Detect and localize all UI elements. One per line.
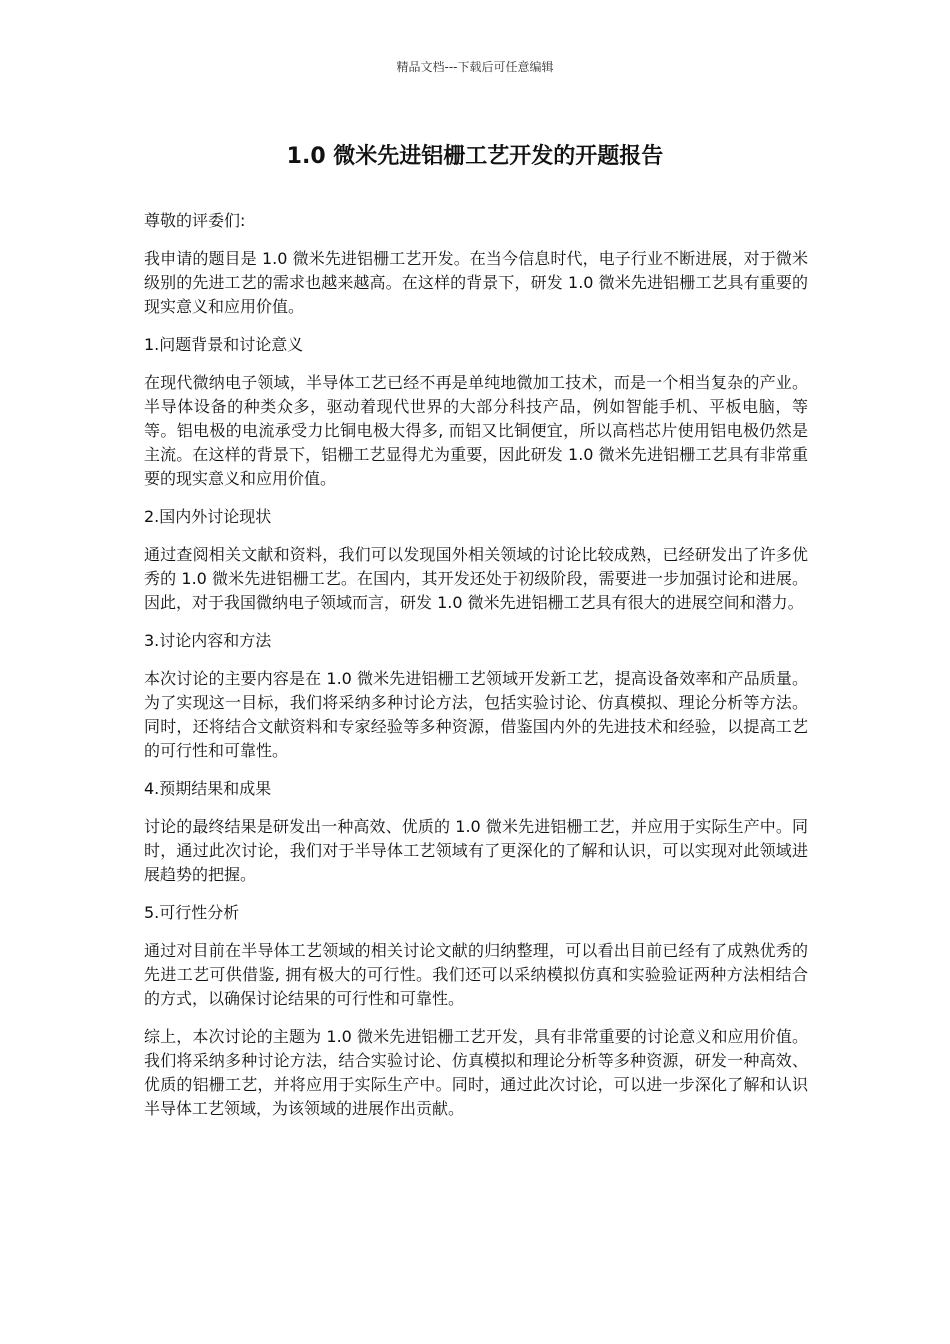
section-heading-results: 4.预期结果和成果 xyxy=(144,779,272,798)
section-heading-background: 1.问题背景和讨论意义 xyxy=(144,335,304,354)
section-body-feasibility: 通过对目前在半导体工艺领域的相关讨论文献的归纳整理，可以看出目前已经有了成熟优秀的先进工艺可供借鉴, 拥有极大的可行性。我们还可以采纳模拟仿真和实验验证两种方法相结合的方式，以确保讨论结果的可行性和可靠性。 xyxy=(144,941,808,1008)
header-note: 精品文档---下载后可任意编辑 xyxy=(396,60,554,74)
conclusion-paragraph: 综上，本次讨论的主题为 1.0 微米先进铝栅工艺开发，具有非常重要的讨论意义和应用价值。我们将采纳多种讨论方法，结合实验讨论、仿真模拟和理论分析等多种资源，研发一种高效、优质的铝栅工艺，并将应用于实际生产中。同时，通过此次讨论，可以进一步深化了解和认识半导体工艺领域，为该领域的进展作出贡献。 xyxy=(144,1027,808,1118)
intro-paragraph: 我申请的题目是 1.0 微米先进铝栅工艺开发。在当今信息时代，电子行业不断进展，对于微米级别的先进工艺的需求也越来越高。在这样的背景下，研发 1.0 微米先进铝栅工艺具有重要的现实意义和应用价值。 xyxy=(144,249,808,316)
section-body-results: 讨论的最终结果是研发出一种高效、优质的 1.0 微米先进铝栅工艺，并应用于实际生产中。同时，通过此次讨论，我们对于半导体工艺领域有了更深化的了解和认识，可以实现对此领域进展趋势的把握。 xyxy=(144,817,808,884)
document-title: 1.0 微米先进铝栅工艺开发的开题报告 xyxy=(286,144,664,169)
section-body-methods: 本次讨论的主要内容是在 1.0 微米先进铝栅工艺领域开发新工艺，提高设备效率和产品质量。为了实现这一目标，我们将采纳多种讨论方法，包括实验讨论、仿真模拟、理论分析等方法。同时，还将结合文献资料和专家经验等多种资源，借鉴国内外的先进技术和经验，以提高工艺的可行性和可靠性。 xyxy=(144,669,808,760)
document-body xyxy=(144,209,808,1135)
section-heading-methods: 3.讨论内容和方法 xyxy=(144,631,272,650)
section-heading-feasibility: 5.可行性分析 xyxy=(144,903,240,922)
salutation: 尊敬的评委们: xyxy=(144,211,246,230)
section-heading-status: 2.国内外讨论现状 xyxy=(144,507,272,526)
section-body-background: 在现代微纳电子领域，半导体工艺已经不再是单纯地微加工技术，而是一个相当复杂的产业。半导体设备的种类众多，驱动着现代世界的大部分科技产品，例如智能手机、平板电脑，等等。铝电极的电流承受力比铜电极大得多, 而铝又比铜便宜，所以高档芯片使用铝电极仍然是主流。在这样的背景下，铝栅工艺显得尤为重要，因此研发 1.0 微米先进铝栅工艺具有非常重要的现实意义和应用价值。 xyxy=(144,373,808,488)
section-body-status: 通过查阅相关文献和资料，我们可以发现国外相关领域的讨论比较成熟，已经研发出了许多优秀的 1.0 微米先进铝栅工艺。在国内，其开发还处于初级阶段，需要进一步加强讨论和进展。因此，对于我国微纳电子领域而言，研发 1.0 微米先进铝栅工艺具有很大的进展空间和潜力。 xyxy=(144,545,808,612)
